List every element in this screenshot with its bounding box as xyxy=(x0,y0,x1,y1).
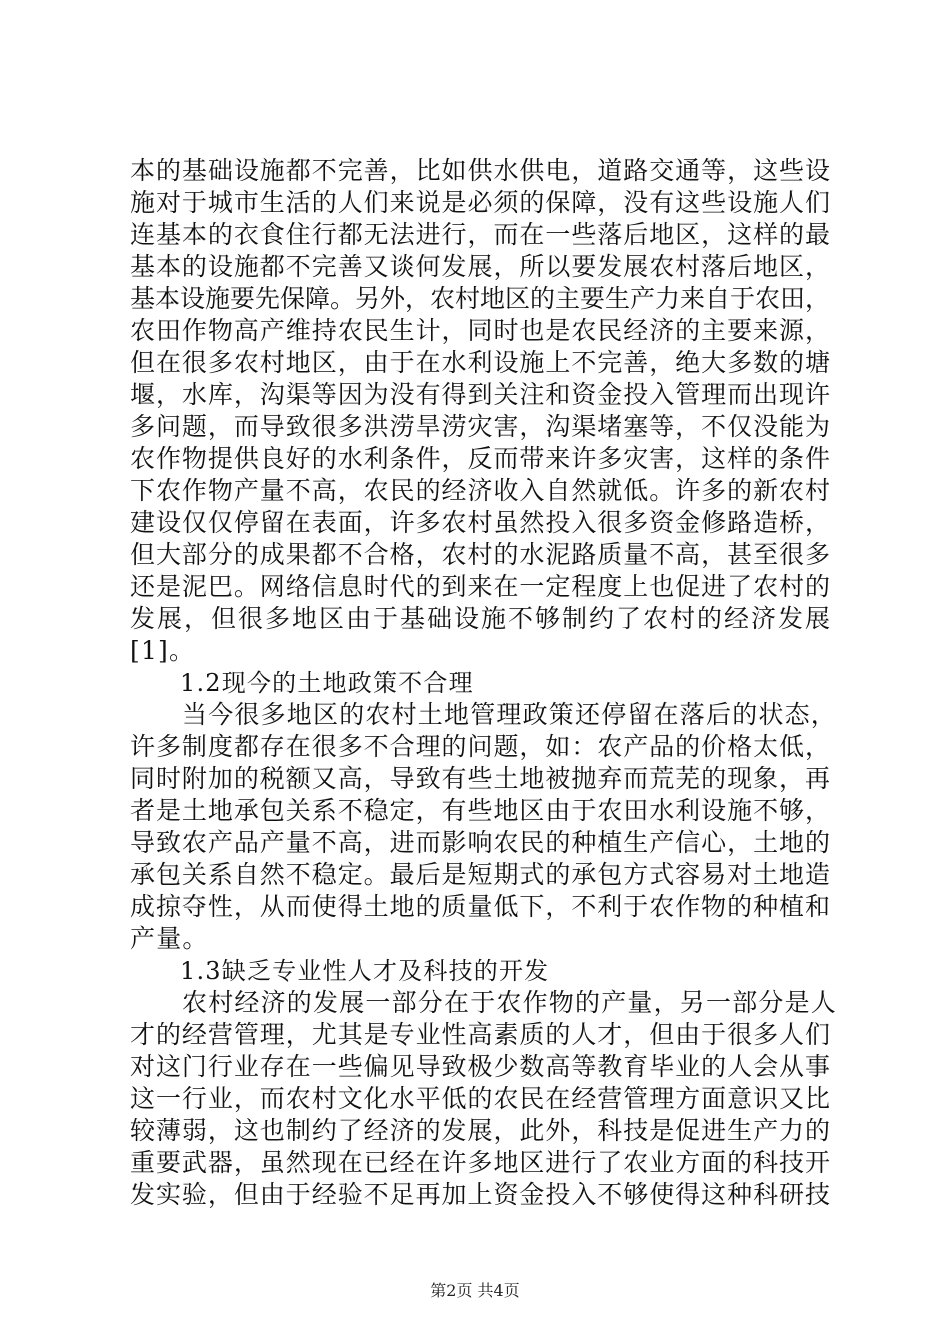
text-line: 基本的设施都不完善又谈何发展，所以要发展农村落后地区， xyxy=(130,252,830,281)
text-line: 较薄弱，这也制约了经济的发展，此外，科技是促进生产力的 xyxy=(130,1116,830,1145)
text-line: 者是土地承包关系不稳定，有些地区由于农田水利设施不够， xyxy=(130,796,830,825)
text-line: 堰，水库，沟渠等因为没有得到关注和资金投入管理而出现许 xyxy=(130,380,830,409)
section-heading: 1.2现今的土地政策不合理 xyxy=(180,669,474,697)
text-line: 连基本的衣食住行都无法进行，而在一些落后地区，这样的最 xyxy=(130,220,830,249)
page-footer: 第2页 共4页 xyxy=(430,1281,520,1300)
text-line: 农村经济的发展一部分在于农作物的产量，另一部分是人 xyxy=(182,988,838,1017)
text-line: 才的经营管理，尤其是专业性高素质的人才，但由于很多人们 xyxy=(130,1020,830,1049)
text-line: 多问题，而导致很多洪涝旱涝灾害，沟渠堵塞等，不仅没能为 xyxy=(130,412,830,441)
text-line: 基本设施要先保障。另外，农村地区的主要生产力来自于农田， xyxy=(130,284,831,313)
text-line: 成掠夺性，从而使得土地的质量低下，不利于农作物的种植和 xyxy=(130,892,830,921)
text-line: 建设仅仅停留在表面，许多农村虽然投入很多资金修路造桥， xyxy=(130,508,830,537)
text-line: 发实验，但由于经验不足再加上资金投入不够使得这种科研技 xyxy=(130,1180,830,1209)
text-line: 还是泥巴。网络信息时代的到来在一定程度上也促进了农村的 xyxy=(130,572,830,601)
text-line: 这一行业，而农村文化水平低的农民在经营管理方面意识又比 xyxy=(130,1084,830,1113)
text-line: 农田作物高产维持农民生计，同时也是农民经济的主要来源， xyxy=(130,316,830,345)
text-line: 但大部分的成果都不合格，农村的水泥路质量不高，甚至很多 xyxy=(130,540,830,569)
text-line: 发展，但很多地区由于基础设施不够制约了农村的经济发展 xyxy=(130,604,830,633)
text-line: 施对于城市生活的人们来说是必须的保障，没有这些设施人们 xyxy=(130,188,830,217)
text-line: 产量。 xyxy=(130,924,209,953)
text-line: 下农作物产量不高，农民的经济收入自然就低。许多的新农村 xyxy=(130,476,830,505)
text-line: 农作物提供良好的水利条件，反而带来许多灾害，这样的条件 xyxy=(130,444,830,473)
body-text xyxy=(130,155,838,1211)
text-line: 本的基础设施都不完善，比如供水供电，道路交通等，这些设 xyxy=(130,156,830,185)
text-line: 但在很多农村地区，由于在水利设施上不完善，绝大多数的塘 xyxy=(130,348,830,377)
section-heading: 1.3缺乏专业性人才及科技的开发 xyxy=(180,957,550,985)
text-line: 导致农产品产量不高，进而影响农民的种植生产信心，土地的 xyxy=(130,828,830,857)
text-line: 同时附加的税额又高，导致有些土地被抛弃而荒芜的现象，再 xyxy=(130,764,830,793)
text-line: [1]。 xyxy=(130,636,196,665)
text-line: 当今很多地区的农村土地管理政策还停留在落后的状态， xyxy=(182,700,838,729)
text-line: 承包关系自然不稳定。最后是短期式的承包方式容易对土地造 xyxy=(130,860,830,889)
text-line: 对这门行业存在一些偏见导致极少数高等教育毕业的人会从事 xyxy=(130,1052,830,1081)
text-line: 许多制度都存在很多不合理的问题，如：农产品的价格太低， xyxy=(130,732,830,761)
text-line: 重要武器，虽然现在已经在许多地区进行了农业方面的科技开 xyxy=(130,1148,830,1177)
